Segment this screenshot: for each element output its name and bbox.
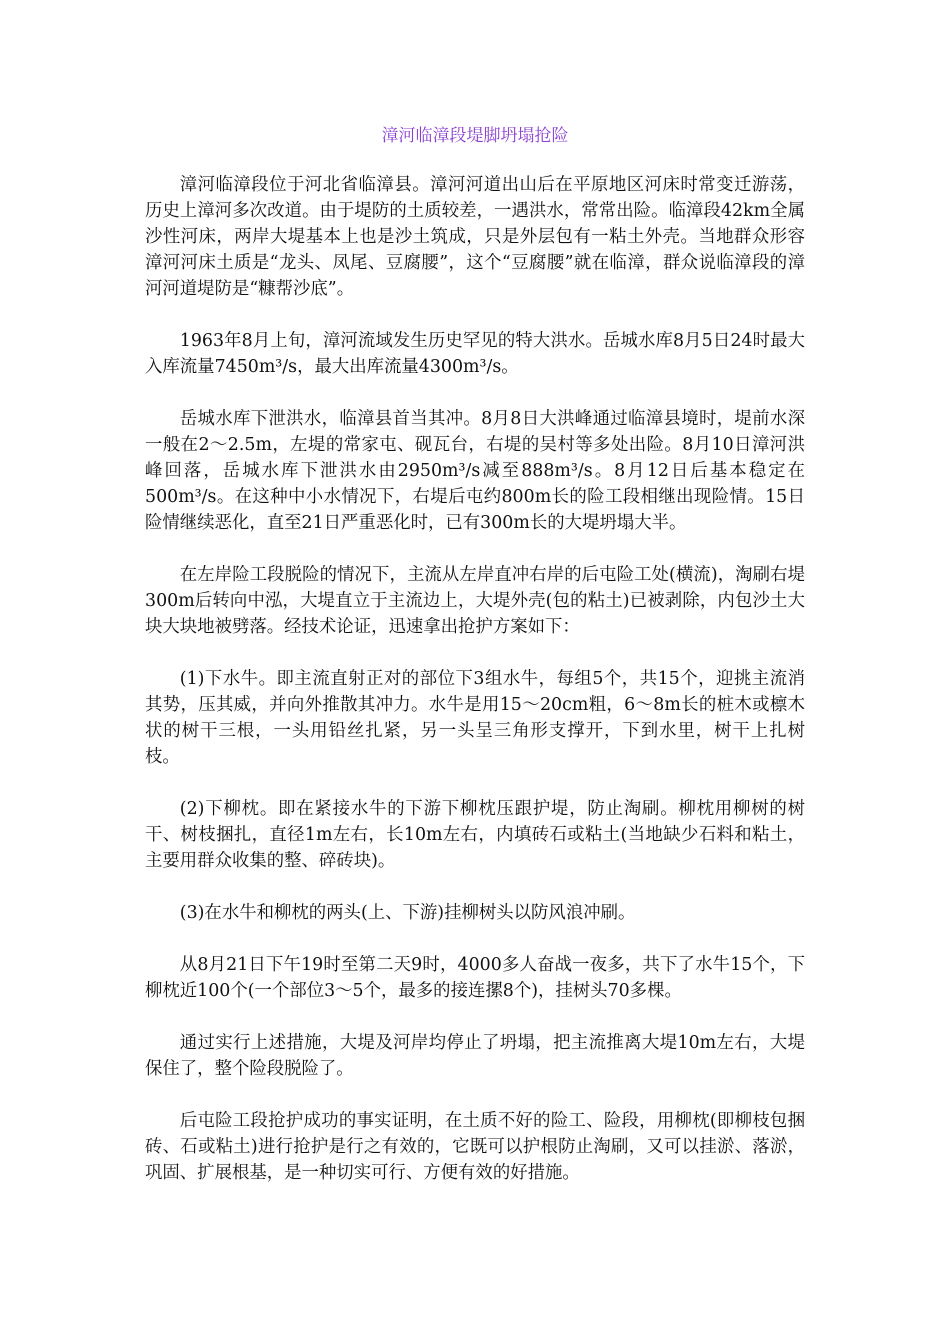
document-body	[145, 172, 805, 1212]
paragraph-reservoir-discharge: 岳城水库下泄洪水，临漳县首当其冲。8月8日大洪峰通过临漳县境时，堤前水深一般在2～2.5m，左堤的常家屯、砚瓦台，右堤的吴村等多处出险。8月10日漳河洪峰回落，岳城水库下泄洪水由2950m³/s减至888m³/s。8月12日后基本稳定在500m³/s。在这种中小水情况下，右堤后屯约800m长的险工段相继出现险情。15日险情继续恶化，直至21日严重恶化时，已有300m长的大堤坍塌大半。	[145, 409, 805, 533]
paragraph-conclusion: 后屯险工段抢护成功的事实证明，在土质不好的险工、险段，用柳枕(即柳枝包捆砖、石或粘土)进行抢护是行之有效的，它既可以护根防止淘刷，又可以挂淤、落淤，巩固、扩展根基，是一种切实可行、方便有效的好措施。	[145, 1111, 805, 1183]
document-title: 漳河临漳段堤脚坍塌抢险	[381, 126, 569, 146]
paragraph-measure-willow-heads: (3)在水牛和柳枕的两头(上、下游)挂柳树头以防风浪冲刷。	[179, 903, 636, 923]
paragraph-erosion: 在左岸险工段脱险的情况下，主流从左岸直冲右岸的后屯险工处(横流)，淘刷右堤300m后转向中泓，大堤直立于主流边上，大堤外壳(包的粘土)已被剥除，内包沙土大块大块地被劈落。经技术论证，迅速拿出抢护方案如下：	[145, 565, 805, 637]
paragraph-flood-1963: 1963年8月上旬，漳河流域发生历史罕见的特大洪水。岳城水库8月5日24时最大入库流量7450m³/s，最大出库流量4300m³/s。	[145, 331, 805, 377]
paragraph-overnight-work: 从8月21日下午19时至第二天9时，4000多人奋战一夜多，共下了水牛15个，下柳枕近100个(一个部位3～5个，最多的接连摞8个)，挂树头70多棵。	[145, 955, 805, 1001]
paragraph-measure-water-cow: (1)下水牛。即主流直射正对的部位下3组水牛，每组5个，共15个，迎挑主流消其势，压其威，并向外推散其冲力。水牛是用15～20cm粗，6～8m长的桩木或檩木状的树干三根，一头用铅丝扎紧，另一头呈三角形支撑开，下到水里，树干上扎树枝。	[145, 669, 805, 767]
paragraph-result: 通过实行上述措施，大堤及河岸均停止了坍塌，把主流推离大堤10m左右，大堤保住了，整个险段脱险了。	[145, 1033, 805, 1079]
paragraph-overview: 漳河临漳段位于河北省临漳县。漳河河道出山后在平原地区河床时常变迁游荡，历史上漳河多次改道。由于堤防的土质较差，一遇洪水，常常出险。临漳段42km全属沙性河床，两岸大堤基本上也是沙土筑成，只是外层包有一粘土外壳。当地群众形容漳河河床土质是“龙头、凤尾、豆腐腰”，这个“豆腐腰”就在临漳，群众说临漳段的漳河河道堤防是“糠帮沙底”。	[145, 175, 805, 299]
paragraph-measure-willow-pillow: (2)下柳枕。即在紧接水牛的下游下柳枕压跟护堤，防止淘刷。柳枕用柳树的树干、树枝捆扎，直径1m左右，长10m左右，内填砖石或粘土(当地缺少石料和粘土，主要用群众收集的整、碎砖块)。	[145, 799, 805, 871]
